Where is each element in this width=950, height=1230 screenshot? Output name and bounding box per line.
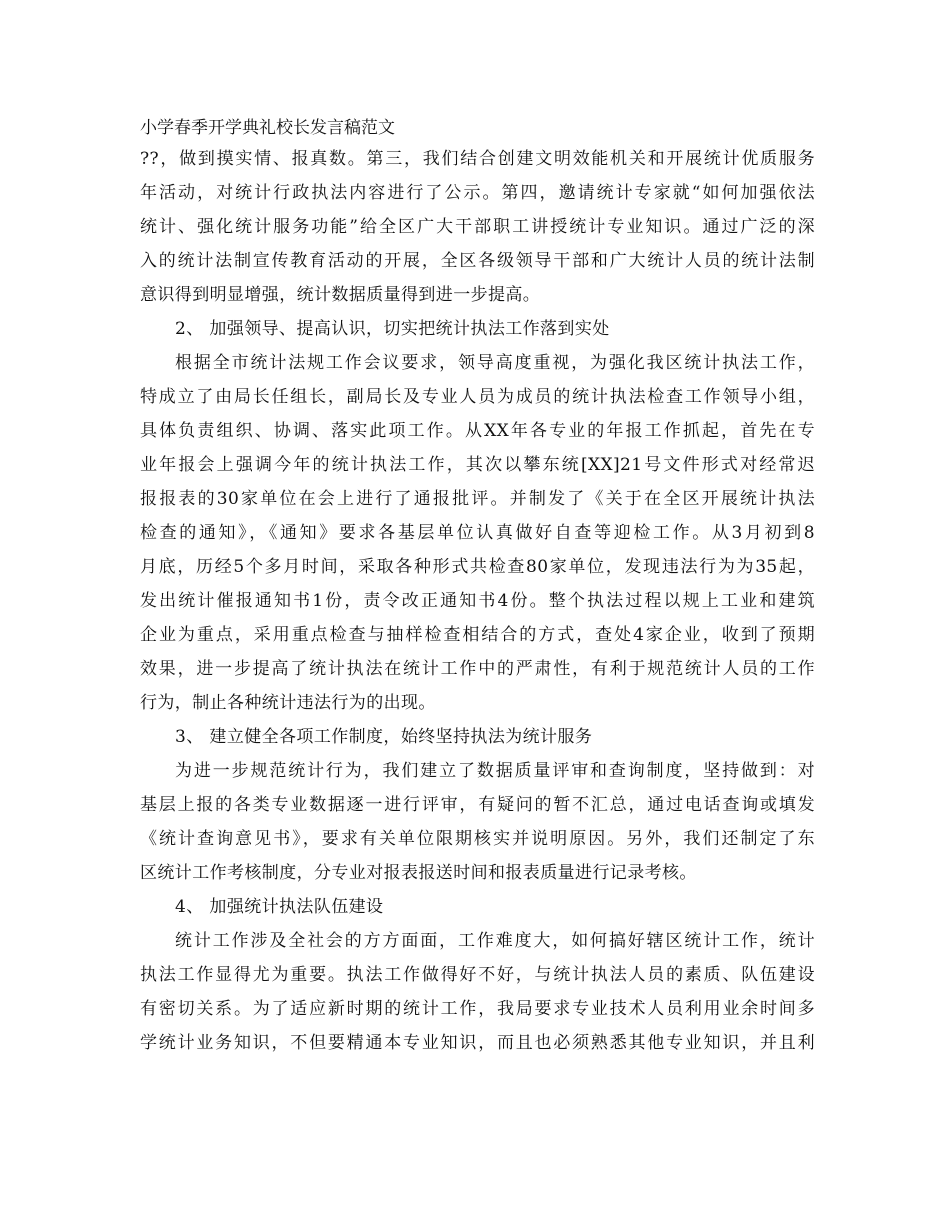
text-line: 统计、强化统计服务功能”给全区广大干部职工讲授统计专业知识。通过广泛的深 bbox=[140, 217, 815, 237]
text-line: 报报表的30家单位在会上进行了通报批评。并制发了《关于在全区开展统计执法 bbox=[140, 489, 815, 509]
text-line: 执法工作显得尤为重要。执法工作做得好不好，与统计执法人员的素质、队伍建设 bbox=[140, 965, 815, 985]
text-line: 学统计业务知识，不但要精通本专业知识，而且也必须熟悉其他专业知识，并且利 bbox=[140, 1033, 815, 1053]
text-line: 根据全市统计法规工作会议要求，领导高度重视，为强化我区统计执法工作， bbox=[175, 353, 815, 373]
text-line: 效果，进一步提高了统计执法在统计工作中的严肃性，有利于规范统计人员的工作 bbox=[140, 659, 815, 679]
text-line: 有密切关系。为了适应新时期的统计工作，我局要求专业技术人员利用业余时间多 bbox=[140, 999, 815, 1019]
text-line: 行为，制止各种统计违法行为的出现。 bbox=[140, 693, 436, 713]
text-line: 入的统计法制宣传教育活动的开展，全区各级领导干部和广大统计人员的统计法制 bbox=[140, 251, 815, 271]
section-heading: 2、 加强领导、提高认识，切实把统计执法工作落到实处 bbox=[175, 319, 610, 339]
text-line: 月底，历经5个多月时间，采取各种形式共检查80家单位，发现违法行为为35起， bbox=[140, 557, 815, 577]
text-line: 年活动，对统计行政执法内容进行了公示。第四，邀请统计专家就“如何加强依法 bbox=[140, 183, 815, 203]
text-line: 业年报会上强调今年的统计执法工作，其次以攀东统[XX]21号文件形式对经常迟 bbox=[140, 455, 815, 475]
text-line: 企业为重点，采用重点检查与抽样检查相结合的方式，查处4家企业，收到了预期 bbox=[140, 625, 815, 645]
text-line: 具体负责组织、协调、落实此项工作。从XX年各专业的年报工作抓起，首先在专 bbox=[140, 421, 815, 441]
text-line: 意识得到明显增强，统计数据质量得到进一步提高。 bbox=[140, 285, 541, 305]
text-line: 检查的通知》，《通知》要求各基层单位认真做好自查等迎检工作。从3月初到8 bbox=[140, 523, 815, 543]
text-line: 区统计工作考核制度，分专业对报表报送时间和报表质量进行记录考核。 bbox=[140, 863, 697, 883]
text-line: 发出统计催报通知书1份，责令改正通知书4份。整个执法过程以规上工业和建筑 bbox=[140, 591, 815, 611]
text-line: 统计工作涉及全社会的方方面面，工作难度大，如何搞好辖区统计工作，统计 bbox=[175, 931, 815, 951]
text-line: 为进一步规范统计行为，我们建立了数据质量评审和查询制度，坚持做到：对 bbox=[175, 761, 815, 781]
text-line: ??，做到摸实情、报真数。第三，我们结合创建文明效能机关和开展统计优质服务 bbox=[140, 149, 815, 169]
text-line: 基层上报的各类专业数据逐一进行评审，有疑问的暂不汇总，通过电话查询或填发 bbox=[140, 795, 815, 815]
text-line: 《统计查询意见书》，要求有关单位限期核实并说明原因。另外，我们还制定了东 bbox=[140, 829, 815, 849]
text-line: 特成立了由局长任组长，副局长及专业人员为成员的统计执法检查工作领导小组， bbox=[140, 387, 815, 407]
section-heading: 4、 加强统计执法队伍建设 bbox=[175, 897, 384, 917]
document-header: 小学春季开学典礼校长发言稿范文 bbox=[140, 118, 395, 138]
section-heading: 3、 建立健全各项工作制度，始终坚持执法为统计服务 bbox=[175, 727, 593, 747]
